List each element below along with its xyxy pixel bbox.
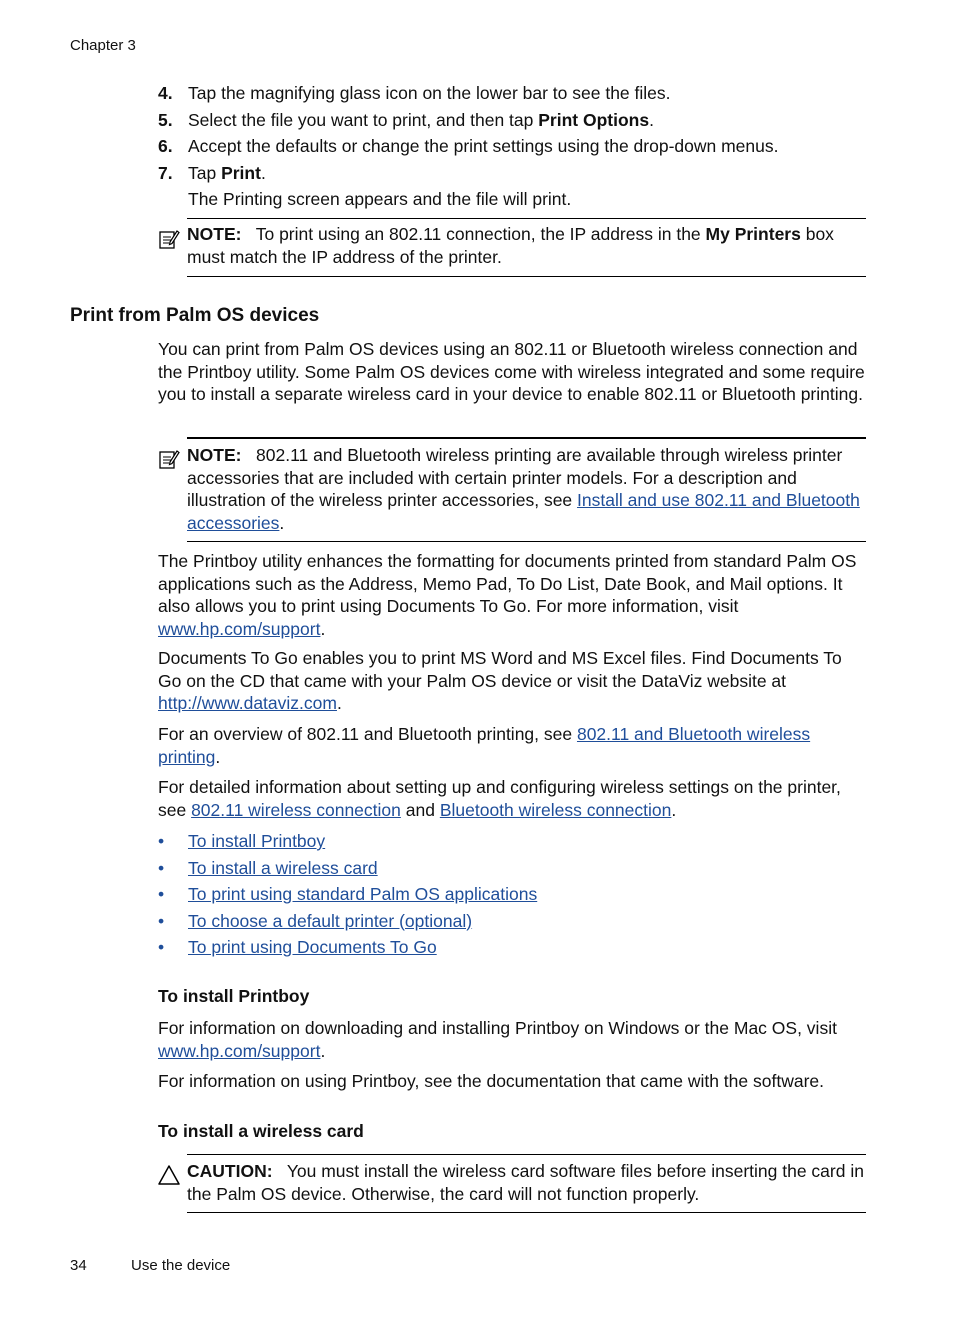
step-number: 4. — [158, 83, 173, 103]
step-text: Accept the defaults or change the print settings using the drop-down menus. — [188, 136, 779, 156]
overview-paragraph: For an overview of 802.11 and Bluetooth printing, see 802.11 and Bluetooth wireless printing. — [158, 724, 811, 767]
step-item — [158, 107, 868, 134]
caution-triangle-icon — [158, 1164, 180, 1186]
link-hp-support[interactable]: www.hp.com/support — [158, 618, 321, 639]
bullet-icon: • — [158, 910, 165, 931]
page-number: 34 — [70, 1257, 87, 1274]
printboy-docs-paragraph: For information on using Printboy, see the documentation that came with the software. — [158, 1071, 824, 1091]
step-text: Tap the magnifying glass icon on the lower bar to see the files. — [188, 83, 671, 103]
caution-text: CAUTION: You must install the wireless card software files before inserting the card in the Palm OS device. Otherwise, the card will not function properly. — [187, 1161, 864, 1204]
link-install-printboy[interactable]: To install Printboy — [188, 831, 326, 851]
subheading-install-card: To install a wireless card — [158, 1121, 364, 1141]
bullet-icon: • — [158, 831, 165, 851]
install-printboy-paragraph: For information on downloading and installing Printboy on Windows or the Mac OS, visit www.hp.com/support. — [158, 1018, 837, 1061]
step-item — [158, 80, 868, 107]
link-dataviz[interactable]: http://www.dataviz.com — [158, 693, 337, 713]
list-item — [158, 828, 537, 855]
intro-paragraph: You can print from Palm OS devices using an 802.11 or Bluetooth wireless connection and the Printboy utility. Some Palm OS devices come with wireless integrated and some require you to install a separate wireless card in your device to enable 802.11 or Bluetooth printing. — [158, 339, 865, 404]
link-wireless-printing[interactable]: 802.11 and Bluetooth wireless printing — [158, 724, 811, 767]
section-title: Print from Palm OS devices — [70, 305, 320, 326]
subheading-install-printboy: To install Printboy — [158, 986, 310, 1006]
step-text: Select the file you want to print, and then tap Print Options. — [188, 109, 654, 130]
step-text: Tap Print. — [188, 162, 266, 183]
list-item — [158, 908, 537, 935]
note-text: NOTE: 802.11 and Bluetooth wireless printing are available through wireless printer accessories that are included with certain printer models. For a description and illustration of the wireless printer accessories, see Install and use 802.11 and Bluetooth accessories. — [187, 445, 860, 533]
footer-section: Use the device — [131, 1257, 231, 1274]
note-text: NOTE: To print using an 802.11 connection, the IP address in the My Printers box must match the IP address of the printer. — [187, 224, 834, 267]
link-bluetooth-connection[interactable]: Bluetooth wireless connection — [439, 799, 672, 820]
steps-list — [158, 80, 868, 212]
list-item — [158, 881, 537, 908]
step-number: 7. — [158, 162, 173, 183]
docs-to-go-paragraph: Documents To Go enables you to print MS Word and MS Excel files. Find Documents To Go on the CD that came with your Palm OS device or visit the DataViz website at http://www.dataviz.com. — [158, 648, 842, 713]
bullet-icon: • — [158, 937, 165, 957]
link-80211-connection[interactable]: 802.11 wireless connection — [191, 799, 401, 820]
link-hp-support-2[interactable]: www.hp.com/support — [158, 1040, 321, 1061]
step-item — [158, 133, 868, 160]
note-box-ip — [158, 218, 866, 278]
caution-box — [158, 1154, 866, 1214]
topic-links-list — [158, 828, 537, 961]
list-item — [158, 855, 537, 882]
link-print-palm-apps[interactable]: To print using standard Palm OS applications — [188, 884, 538, 904]
step-7-result: The Printing screen appears and the file will print. — [188, 189, 572, 209]
note-icon — [158, 228, 180, 250]
link-print-docs-to-go[interactable]: To print using Documents To Go — [188, 937, 437, 957]
bullet-icon: • — [158, 884, 165, 904]
printboy-paragraph: The Printboy utility enhances the formatting for documents printed from standard Palm OS applications such as the Address, Memo Pad, To Do List, Date Book, and Mail options. It also allows you to print using Documents To Go. For more information, visit www.hp.com/support. — [158, 551, 857, 639]
note-icon — [158, 448, 180, 470]
step-number: 5. — [158, 109, 173, 130]
bullet-icon: • — [158, 857, 165, 878]
step-item — [158, 160, 868, 187]
link-default-printer[interactable]: To choose a default printer (optional) — [188, 910, 473, 931]
link-install-accessories[interactable]: Install and use 802.11 and Bluetooth accessories — [187, 490, 860, 533]
list-item — [158, 934, 537, 961]
detailed-paragraph: For detailed information about setting up and configuring wireless settings on the printer, see 802.11 wireless connection and Bluetooth wireless connection. — [158, 777, 841, 820]
step-number: 6. — [158, 136, 173, 156]
note-box-wireless — [158, 437, 866, 543]
chapter-label: Chapter 3 — [70, 37, 136, 54]
link-install-wireless-card[interactable]: To install a wireless card — [188, 857, 378, 878]
